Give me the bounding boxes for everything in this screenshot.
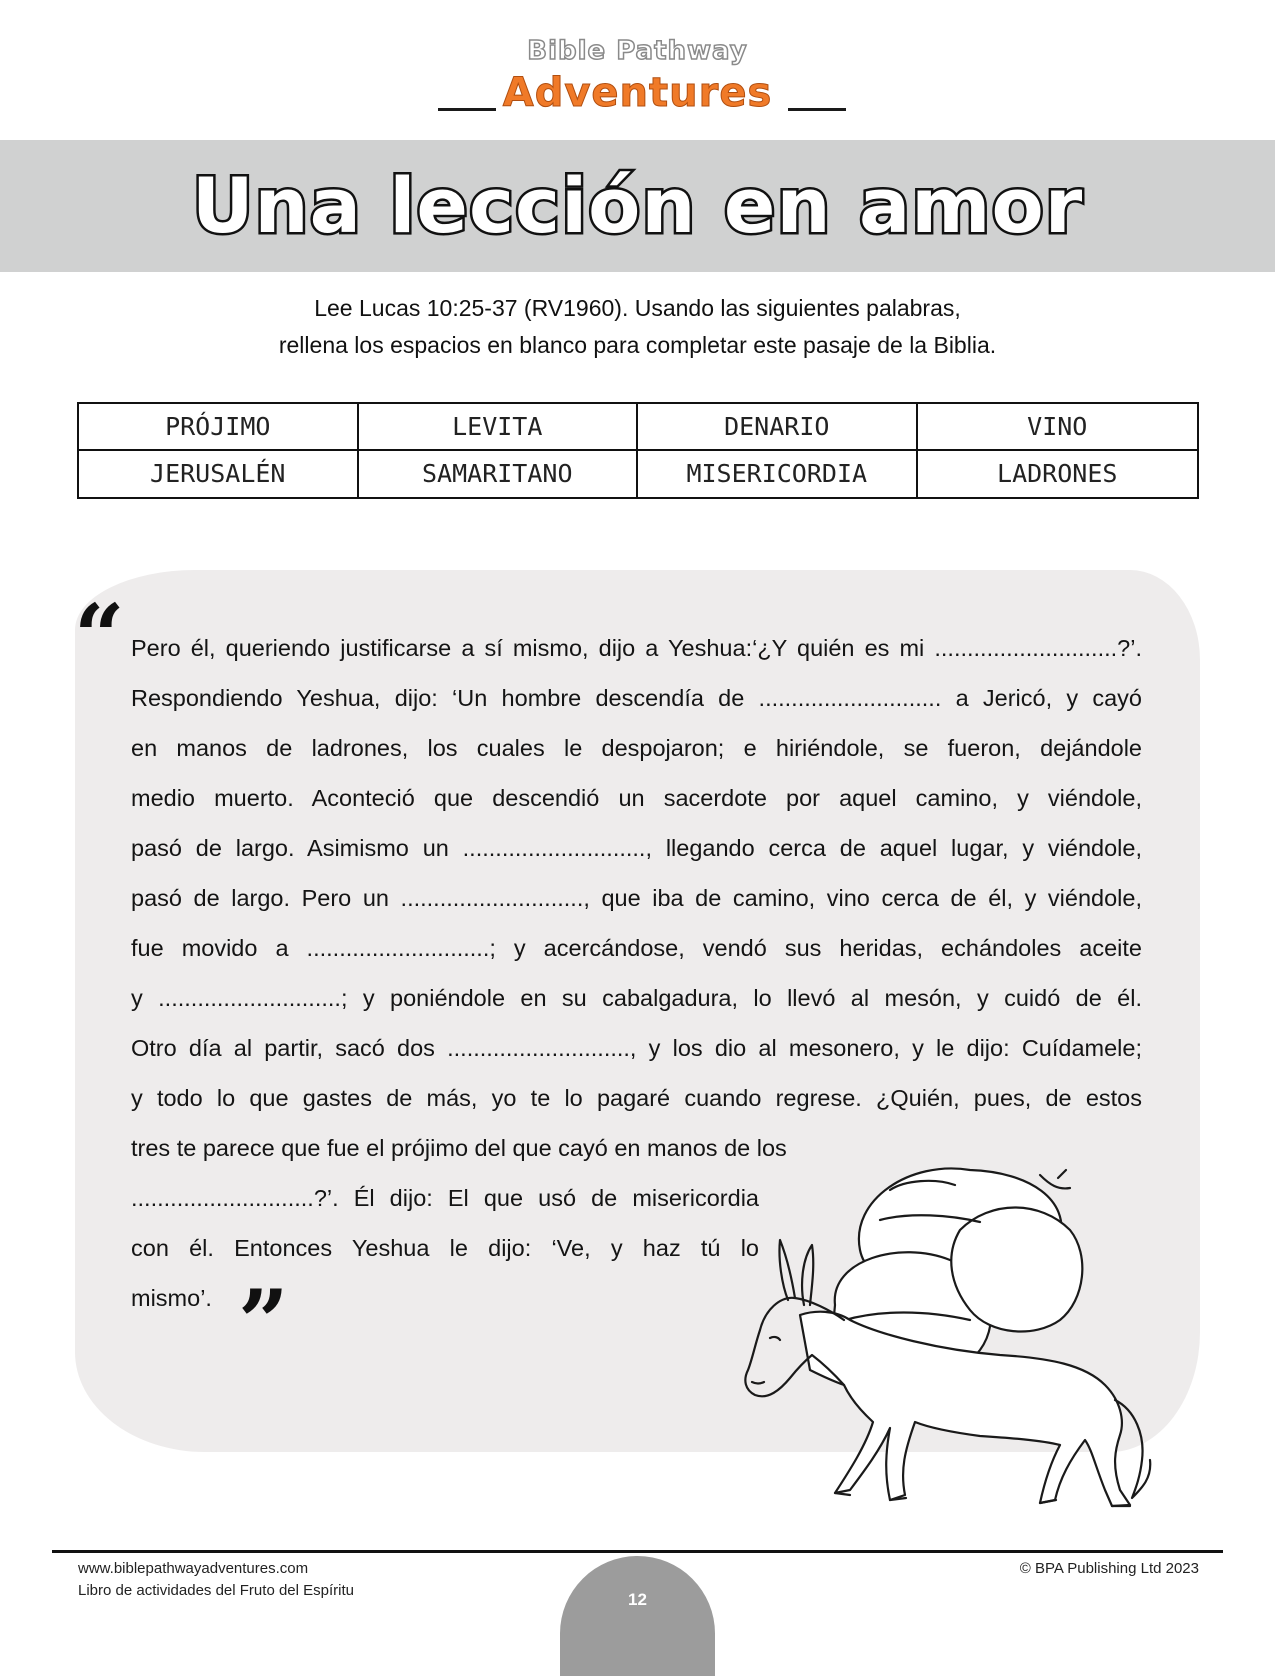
word-bank-cell: MISERICORDIA bbox=[638, 451, 918, 498]
instructions-line-1: Lee Lucas 10:25-37 (RV1960). Usando las siguientes palabras, bbox=[314, 295, 961, 321]
page-number-tab bbox=[560, 1556, 715, 1676]
passage-line: Respondiendo Yeshua, dijo: ‘Un hombre descendía de ............................ a Jericó, y cayó bbox=[131, 685, 1142, 711]
passage-line: pasó de largo. Asimismo un ............................, llegando cerca de aquel lugar, y viéndole, bbox=[131, 835, 1142, 861]
passage-line: tres te parece que fue el prójimo del que cayó en manos de los bbox=[131, 1135, 787, 1161]
instructions-line-2: rellena los espacios en blanco para completar este pasaje de la Biblia. bbox=[278, 332, 997, 358]
instructions bbox=[0, 290, 1275, 364]
passage-line: ............................?’. Él dijo: El que usó de misericordia bbox=[131, 1185, 759, 1211]
word-bank-cell: JERUSALÉN bbox=[79, 451, 359, 498]
logo-line-2: Adventures bbox=[502, 70, 773, 116]
footer-left bbox=[78, 1558, 354, 1602]
passage-line: Otro día al partir, sacó dos ............................, y los dio al mesonero, y le dijo: Cuídamele; bbox=[131, 1035, 1142, 1061]
footer-book-title: Libro de actividades del Fruto del Espíritu bbox=[78, 1582, 354, 1599]
passage-line: fue movido a ............................; y acercándose, vendó sus heridas, echándoles aceite bbox=[131, 935, 1142, 961]
publisher-logo bbox=[0, 30, 1275, 120]
passage-line: con él. Entonces Yeshua le dijo: ‘Ve, y haz tú lo bbox=[131, 1235, 759, 1261]
word-bank-cell: LEVITA bbox=[359, 404, 639, 451]
footer-copyright: © BPA Publishing Ltd 2023 bbox=[1019, 1560, 1199, 1577]
open-quote-mark: “ bbox=[74, 592, 125, 652]
word-bank-table bbox=[77, 402, 1199, 499]
close-quote-mark: ” bbox=[238, 1278, 289, 1338]
footer-website-link[interactable]: www.biblepathwayadventures.com bbox=[78, 1560, 309, 1577]
passage-line: pasó de largo. Pero un ............................, que iba de camino, vino cerca de él, y viéndole, bbox=[131, 885, 1142, 911]
logo-line-1: Bible Pathway bbox=[527, 36, 748, 66]
word-bank-cell: SAMARITANO bbox=[359, 451, 639, 498]
title-band bbox=[0, 140, 1275, 272]
passage-line: Pero él, queriendo justificarse a sí mismo, dijo a Yeshua:‘¿Y quién es mi ............................?’. bbox=[131, 635, 1142, 661]
word-bank-cell: VINO bbox=[918, 404, 1198, 451]
donkey-illustration bbox=[740, 1160, 1210, 1515]
word-bank-cell: DENARIO bbox=[638, 404, 918, 451]
page-title: Una lección en amor bbox=[191, 161, 1084, 250]
page-number: 12 bbox=[628, 1590, 647, 1609]
passage-line: en manos de ladrones, los cuales le despojaron; e hiriéndole, se fueron, dejándole bbox=[131, 735, 1142, 761]
word-bank-cell: LADRONES bbox=[997, 459, 1118, 489]
passage-line: medio muerto. Aconteció que descendió un sacerdote por aquel camino, y viéndole, bbox=[131, 785, 1142, 811]
passage-line: y todo lo que gastes de más, yo te lo pagaré cuando regrese. ¿Quién, pues, de estos bbox=[131, 1085, 1142, 1111]
footer-rule bbox=[52, 1550, 1223, 1553]
passage-line: y ............................; y poniéndole en su cabalgadura, lo llevó al mesón, y cuidó de él. bbox=[131, 985, 1142, 1011]
word-bank-cell: PRÓJIMO bbox=[79, 404, 359, 451]
passage-line: mismo’. bbox=[131, 1285, 212, 1311]
